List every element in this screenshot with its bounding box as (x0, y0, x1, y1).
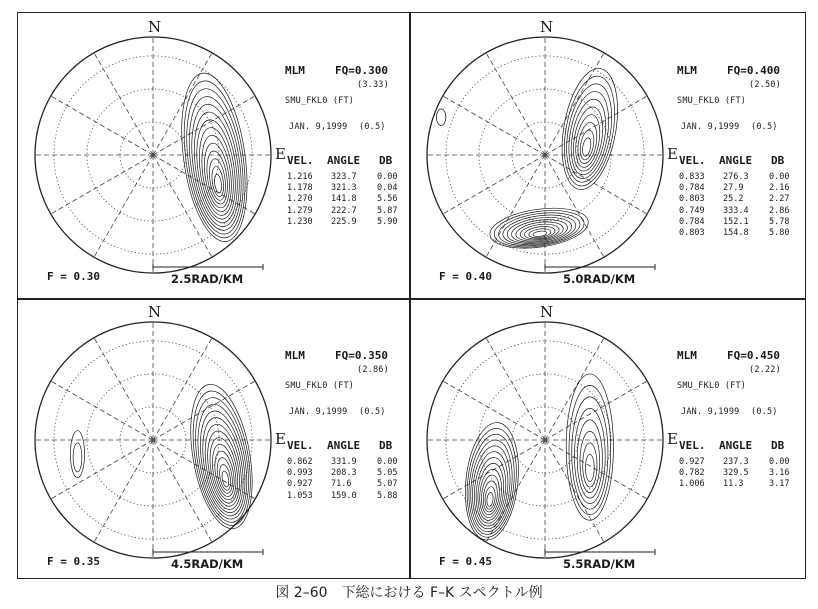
contour-line (581, 137, 592, 157)
table-cell-angle: 333.4 (723, 205, 749, 216)
fk-panel-3 (17, 297, 411, 582)
table-cell-angle: 159.0 (331, 490, 357, 501)
contour-line (486, 492, 494, 506)
date-sub-label: (0.5) (359, 122, 386, 132)
contour-line (175, 77, 254, 242)
table-cell-db: 0.04 (377, 183, 398, 194)
contour-line (574, 408, 605, 503)
table-cell-angle: 11.3 (723, 479, 744, 490)
table-cell-angle: 25.2 (723, 194, 744, 205)
method-label: MLM (677, 64, 697, 77)
table-cell-db: 3.17 (769, 479, 790, 490)
contour-line (207, 158, 228, 202)
azimuth-line (545, 381, 647, 440)
date-label: JAN. 9,1999 (289, 407, 348, 417)
table-cell-vel: 0.782 (679, 468, 705, 479)
fk-panel-4 (409, 297, 803, 582)
fq-label: FQ=0.400 (727, 64, 780, 77)
contour-line (528, 228, 551, 239)
table-cell-db: 5.90 (377, 216, 398, 227)
header-vel: VEL. (287, 439, 314, 452)
table-cell-db: 5.56 (377, 194, 398, 205)
fq-sub-label: (3.33) (357, 80, 389, 90)
contour-line (185, 101, 246, 229)
table-cell-vel: 1.006 (679, 479, 705, 490)
east-label: E (275, 145, 286, 163)
contour-group (436, 109, 445, 126)
table-cell-angle: 329.5 (723, 468, 749, 479)
north-label: N (540, 18, 554, 36)
table-cell-angle: 152.1 (723, 216, 749, 227)
table-cell-angle: 331.9 (331, 457, 357, 467)
contour-group (172, 69, 256, 246)
east-label: E (667, 430, 678, 448)
scale-label: 2.5RAD/KM (171, 272, 244, 286)
station-label: SMU_FKL0 (FT) (677, 96, 747, 106)
fq-sub-label: (2.22) (749, 365, 781, 375)
north-label: N (540, 303, 554, 321)
figure-caption: 図 2–60 下総における F–K スペクトル例 (275, 585, 543, 601)
table-cell-db: 0.00 (769, 172, 790, 182)
table-cell-vel: 0.993 (287, 468, 313, 479)
table-cell-vel: 0.927 (287, 479, 313, 490)
table-cell-angle: 154.8 (723, 228, 749, 238)
header-angle: ANGLE (327, 154, 361, 167)
table-cell-vel: 1.230 (287, 216, 313, 227)
method-label: MLM (285, 64, 305, 77)
table-cell-angle: 71.6 (331, 479, 352, 490)
table-cell-angle: 323.7 (331, 172, 357, 182)
station-label: SMU_FKL0 (FT) (285, 381, 355, 391)
azimuth-line (545, 440, 647, 499)
contour-group (70, 431, 84, 478)
table-cell-db: 2.86 (769, 205, 790, 216)
header-db: DB (379, 154, 393, 167)
header-angle: ANGLE (719, 439, 753, 452)
azimuth-line (51, 155, 153, 214)
table-cell-vel: 1.178 (287, 183, 313, 194)
contour-line (213, 174, 222, 193)
table-cell-angle: 225.9 (331, 216, 357, 227)
table-cell-db: 5.80 (769, 228, 790, 238)
fk-panel-2 (409, 12, 803, 297)
table-cell-vel: 1.270 (287, 194, 313, 205)
table-cell-vel: 0.784 (679, 216, 705, 227)
azimuth-line (443, 96, 545, 155)
north-label: N (148, 18, 162, 36)
azimuth-line (443, 381, 545, 440)
azimuth-line (94, 440, 153, 542)
header-vel: VEL. (287, 154, 314, 167)
table-cell-db: 0.00 (377, 457, 398, 467)
contour-group (460, 420, 524, 543)
date-sub-label: (0.5) (751, 122, 778, 132)
contour-line (585, 454, 594, 481)
table-cell-vel: 1.216 (287, 172, 313, 182)
table-cell-angle: 222.7 (331, 205, 357, 216)
contour-line (73, 443, 82, 472)
fq-label: FQ=0.350 (335, 349, 388, 362)
contour-group (566, 374, 613, 520)
table-cell-db: 2.16 (769, 183, 790, 194)
contour-line (70, 431, 84, 478)
frequency-label: F = 0.30 (47, 270, 100, 283)
fq-label: FQ=0.300 (335, 64, 388, 77)
azimuth-line (153, 155, 212, 257)
contour-line (464, 432, 519, 537)
scale-label: 4.5RAD/KM (171, 557, 244, 571)
azimuth-line (443, 155, 545, 214)
table-cell-db: 5.87 (377, 205, 398, 216)
contour-line (181, 380, 262, 534)
header-vel: VEL. (679, 154, 706, 167)
table-cell-vel: 0.803 (679, 228, 705, 238)
table-cell-db: 0.00 (377, 172, 398, 182)
table-cell-db: 5.05 (377, 468, 398, 479)
header-db: DB (771, 154, 785, 167)
north-label: N (148, 303, 162, 321)
method-label: MLM (677, 349, 697, 362)
table-cell-vel: 1.053 (287, 490, 313, 501)
east-label: E (667, 145, 678, 163)
azimuth-line (545, 155, 604, 257)
contour-group (181, 380, 262, 534)
contour-line (583, 443, 597, 487)
table-cell-vel: 1.279 (287, 205, 313, 216)
scale-label: 5.0RAD/KM (563, 272, 636, 286)
table-cell-db: 5.88 (377, 490, 398, 501)
table-cell-angle: 208.3 (331, 468, 357, 479)
table-cell-vel: 0.749 (679, 205, 705, 216)
header-angle: ANGLE (719, 154, 753, 167)
table-cell-angle: 237.3 (723, 457, 749, 467)
frequency-label: F = 0.40 (439, 270, 492, 283)
station-label: SMU_FKL0 (FT) (285, 96, 355, 106)
date-label: JAN. 9,1999 (681, 407, 740, 417)
fk-panel-1 (17, 12, 411, 297)
frequency-label: F = 0.35 (47, 555, 100, 568)
table-cell-angle: 27.9 (723, 183, 744, 194)
contour-line (471, 450, 511, 528)
table-cell-vel: 0.833 (679, 172, 705, 182)
table-cell-vel: 0.803 (679, 194, 705, 205)
scale-label: 5.5RAD/KM (563, 557, 636, 571)
table-cell-db: 0.00 (769, 457, 790, 467)
contour-line (193, 408, 252, 520)
table-cell-db: 2.27 (769, 194, 790, 205)
table-cell-vel: 0.784 (679, 183, 705, 194)
date-label: JAN. 9,1999 (681, 122, 740, 132)
contour-line (190, 401, 255, 523)
header-db: DB (379, 439, 393, 452)
frequency-label: F = 0.45 (439, 555, 492, 568)
table-cell-vel: 0.862 (287, 457, 313, 467)
fq-label: FQ=0.450 (727, 349, 780, 362)
table-cell-angle: 276.3 (723, 172, 749, 182)
date-sub-label: (0.5) (359, 407, 386, 417)
table-cell-db: 5.07 (377, 479, 398, 490)
azimuth-line (51, 96, 153, 155)
contour-line (572, 113, 603, 169)
contour-line (436, 109, 445, 126)
table-cell-vel: 0.927 (679, 457, 705, 467)
date-label: JAN. 9,1999 (289, 122, 348, 132)
contour-line (569, 385, 611, 514)
azimuth-line (153, 440, 255, 499)
header-angle: ANGLE (327, 439, 361, 452)
east-label: E (275, 430, 286, 448)
header-db: DB (771, 439, 785, 452)
contour-line (204, 150, 231, 206)
contour-line (563, 88, 615, 181)
table-cell-angle: 141.8 (331, 194, 357, 205)
azimuth-line (51, 440, 153, 499)
fq-sub-label: (2.86) (357, 365, 389, 375)
contour-line (194, 125, 238, 217)
azimuth-line (51, 381, 153, 440)
table-cell-db: 5.78 (769, 216, 790, 227)
date-sub-label: (0.5) (751, 407, 778, 417)
contour-line (188, 109, 244, 225)
header-vel: VEL. (679, 439, 706, 452)
azimuth-line (94, 155, 153, 257)
station-label: SMU_FKL0 (FT) (677, 381, 747, 391)
table-cell-angle: 321.3 (331, 183, 357, 194)
method-label: MLM (285, 349, 305, 362)
fq-sub-label: (2.50) (749, 80, 781, 90)
table-cell-db: 3.16 (769, 468, 790, 479)
